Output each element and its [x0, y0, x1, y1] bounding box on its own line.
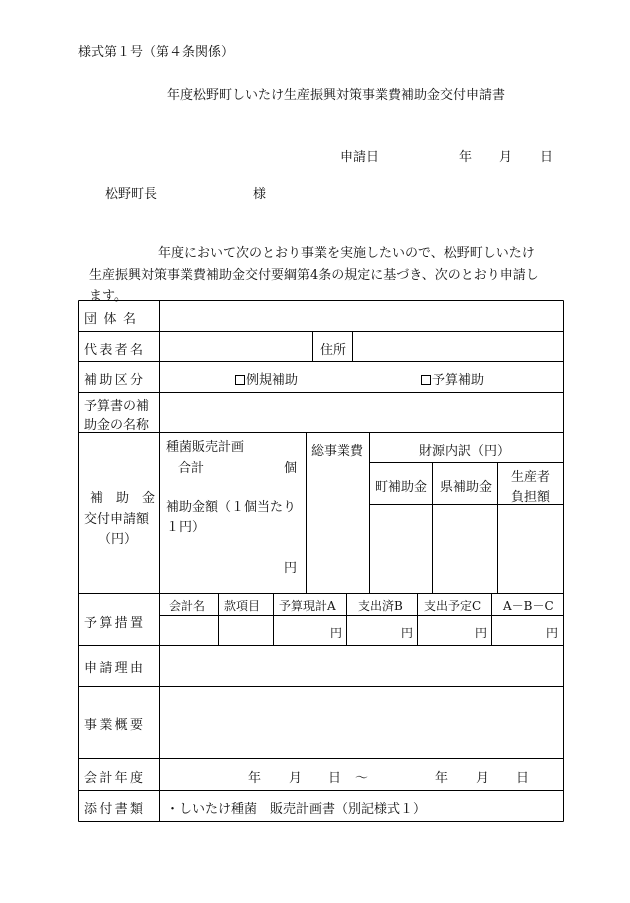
yen-balance: 円 [546, 626, 559, 640]
fy-start-month: 月 [289, 771, 303, 786]
attachments-value: ・しいたけ種菌 販売計画書（別記様式１） [166, 802, 427, 817]
plan-title: 種菌販売計画 [166, 440, 245, 455]
per-unit-yen: 円 [284, 561, 298, 576]
label-budget-item-line1: 予算書の補 [84, 399, 150, 414]
label-attachments: 添付書類 [84, 802, 146, 817]
intro-line-1: 年度において次のとおり事業を実施したいので、松野町しいたけ [158, 246, 535, 261]
intro-line-2: 生産振興対策事業費補助金交付要綱第4条の規定に基づき、次のとおり申請し [89, 268, 539, 283]
option-regulation-subsidy[interactable] [235, 369, 298, 388]
addressee-honorific: 様 [253, 187, 267, 202]
header-paid: 支出済B [358, 599, 403, 613]
plan-unit-count: 個 [284, 461, 298, 476]
fy-start-year: 年 [248, 771, 262, 786]
label-budget-item-line2: 助金の名称 [84, 418, 150, 433]
label-reason: 申請理由 [84, 661, 146, 676]
header-producer-line2: 負担額 [511, 490, 551, 505]
header-total-cost: 総事業費 [311, 444, 364, 459]
date-label: 申請日 [340, 150, 380, 165]
fy-end-month: 月 [476, 771, 490, 786]
label-group-name: 団体名 [84, 312, 143, 327]
label-application-amount-line1: 補 助 金 [90, 491, 156, 506]
header-planned: 支出予定C [424, 599, 482, 613]
per-unit-line1: 補助金額（１個当たり [166, 500, 297, 515]
fy-tilde: ～ [355, 771, 369, 786]
label-address: 住所 [320, 343, 347, 358]
header-budget-item: 款項目 [224, 599, 261, 613]
label-fiscal-year: 会計年度 [84, 771, 146, 786]
label-application-amount-line2: 交付申請額 [84, 512, 150, 527]
label-outline: 事業概要 [84, 718, 146, 733]
label-representative: 代表者名 [84, 343, 146, 358]
date-year: 年 [459, 150, 473, 165]
yen-current-budget: 円 [330, 626, 343, 640]
plan-total-label: 合計 [178, 461, 205, 476]
checkbox-budget-subsidy[interactable] [421, 375, 431, 385]
fy-end-day: 日 [516, 771, 530, 786]
label-application-amount-line3: （円） [98, 532, 138, 547]
fy-end-year: 年 [435, 771, 449, 786]
label-subsidy-type: 補助区分 [84, 373, 146, 388]
fy-start-day: 日 [328, 771, 342, 786]
per-unit-line2: １円） [166, 520, 206, 535]
option-budget-subsidy[interactable] [421, 369, 484, 388]
option-regulation-label: 例規補助 [246, 373, 299, 388]
document-title: 年度松野町しいたけ生産振興対策事業費補助金交付申請書 [167, 88, 506, 103]
yen-planned: 円 [475, 626, 488, 640]
header-funding-breakdown: 財源内訳（円） [419, 444, 511, 459]
header-town-subsidy: 町補助金 [375, 480, 428, 495]
addressee-name: 松野町長 [105, 187, 158, 202]
date-month: 月 [499, 150, 513, 165]
yen-paid: 円 [401, 626, 414, 640]
option-budget-label: 予算補助 [432, 373, 485, 388]
header-account-name: 会計名 [169, 599, 206, 613]
header-producer-line1: 生産者 [511, 470, 551, 485]
date-day: 日 [540, 150, 554, 165]
label-budget-measures: 予算措置 [84, 616, 146, 631]
checkbox-regulation-subsidy[interactable] [235, 375, 245, 385]
header-current-budget: 予算現計A [279, 599, 336, 613]
intro-line-3: ます。 [89, 289, 127, 304]
header-pref-subsidy: 県補助金 [440, 480, 493, 495]
form-number: 様式第１号（第４条関係） [78, 45, 235, 60]
header-balance: A－B－C [503, 599, 554, 613]
